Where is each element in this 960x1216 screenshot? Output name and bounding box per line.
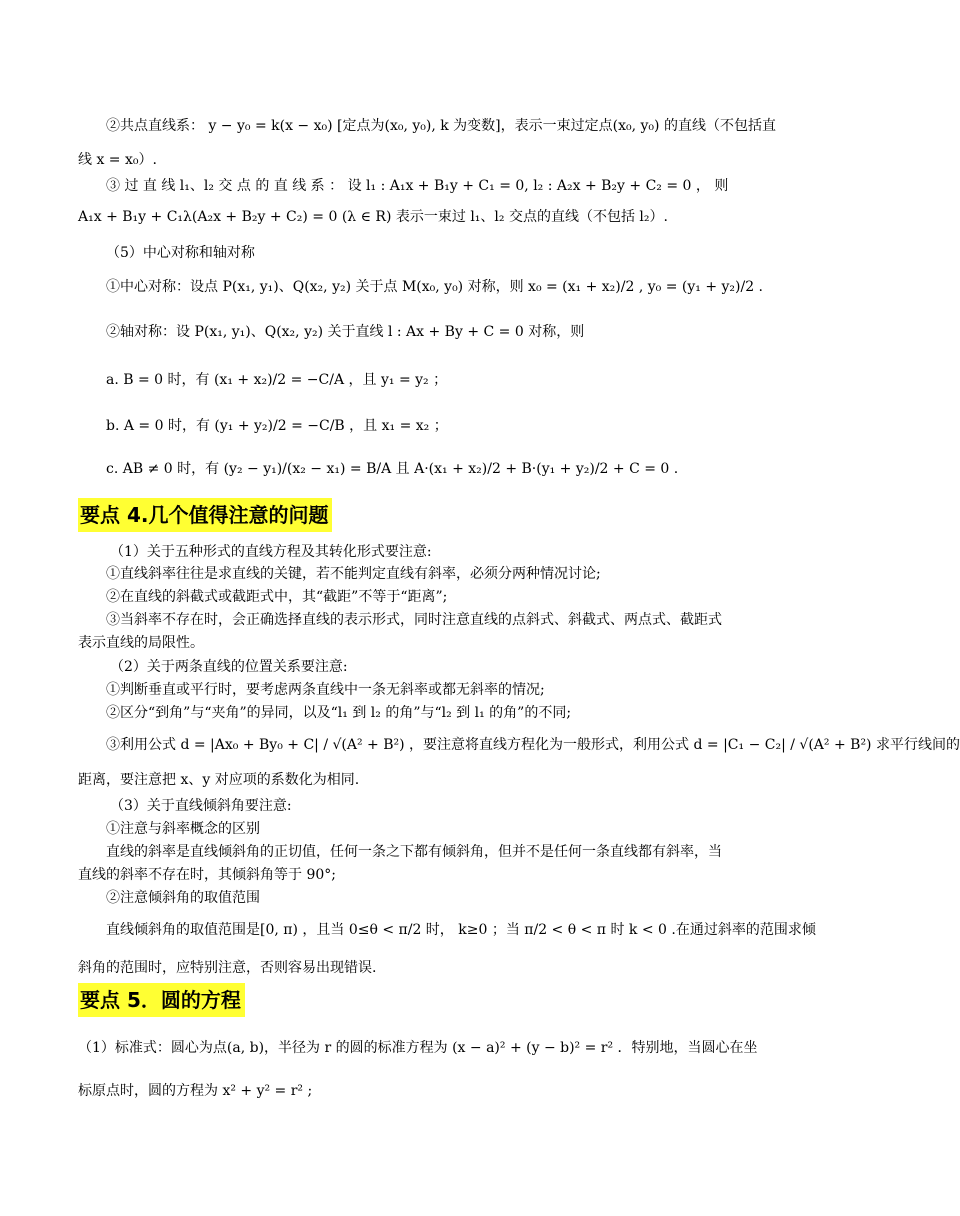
- case-b: b. A = 0 时，有 (y₁ + y₂)/2 = −C/B ，且 x₁ = x₂ ；: [106, 418, 448, 434]
- para-3-4: 直线的斜率不存在时，其倾斜角等于 90°;: [78, 867, 336, 883]
- para-2-4: ③利用公式 d = |Ax₀ + By₀ + C| / √(A² + B²) ，要注意将直线方程化为一般形式，利用公式 d = |C₁ − C₂| / √(A² + B²) 求平行线间的: [106, 737, 960, 753]
- para-3-1: （3）关于直线倾斜角要注意:: [110, 798, 292, 814]
- circle-standard-form: （1）标准式：圆心为点(a, b)，半径为 r 的圆的标准方程为 (x − a)² + (y − b)² = r² ．特别地，当圆心在坐: [78, 1040, 758, 1056]
- section-heading-5: 要点 5．圆的方程: [78, 983, 245, 1017]
- line-intersection-family-eq: A₁x + B₁y + C₁λ(A₂x + B₂y + C₂) = 0 (λ ∈ R) 表示一束过 l₁、l₂ 交点的直线（不包括 l₂）.: [78, 209, 668, 225]
- para-2-3: ②区分“到角”与“夹角”的异同，以及“l₁ 到 l₂ 的角”与“l₂ 到 l₁ 的角”的不同;: [106, 705, 572, 721]
- para-3-2: ①注意与斜率概念的区别: [106, 821, 260, 837]
- line-common-point-family-cont: 线 x = x₀）.: [78, 152, 157, 168]
- para-3-7: 斜角的范围时，应特别注意，否则容易出现错误.: [78, 960, 377, 976]
- case-c: c. AB ≠ 0 时，有 (y₂ − y₁)/(x₂ − x₁) = B/A 且 A·(x₁ + x₂)/2 + B·(y₁ + y₂)/2 + C = 0 .: [106, 461, 679, 477]
- para-2-1: （2）关于两条直线的位置关系要注意:: [110, 659, 348, 675]
- para-3-5: ②注意倾斜角的取值范围: [106, 890, 260, 906]
- para-1-4: ③当斜率不存在时，会正确选择直线的表示形式，同时注意直线的点斜式、斜截式、两点式、截距式: [106, 612, 722, 628]
- line-axial-symmetry: ②轴对称：设 P(x₁, y₁)、Q(x₂, y₂) 关于直线 l : Ax + By + C = 0 对称，则: [106, 324, 585, 340]
- subheading-symmetry: （5）中心对称和轴对称: [106, 245, 255, 261]
- para-3-3: 直线的斜率是直线倾斜角的正切值，任何一条之下都有倾斜角，但并不是任何一条直线都有斜率，当: [106, 844, 722, 860]
- para-2-2: ①判断垂直或平行时，要考虑两条直线中一条无斜率或都无斜率的情况;: [106, 682, 545, 698]
- para-1-5: 表示直线的局限性。: [78, 635, 204, 651]
- line-intersection-family: ③ 过 直 线 l₁、l₂ 交 点 的 直 线 系 ： 设 l₁ : A₁x + B₁y + C₁ = 0, l₂ : A₂x + B₂y + C₂ = 0 ， 则: [106, 178, 729, 194]
- circle-origin-form: 标原点时，圆的方程为 x² + y² = r² ;: [78, 1083, 313, 1099]
- para-1-3: ②在直线的斜截式或截距式中，其“截距”不等于“距离”;: [106, 589, 448, 605]
- case-a: a. B = 0 时，有 (x₁ + x₂)/2 = −C/A ，且 y₁ = y₂ ；: [106, 372, 448, 388]
- para-1-1: （1）关于五种形式的直线方程及其转化形式要注意:: [110, 544, 432, 560]
- line-central-symmetry: ①中心对称：设点 P(x₁, y₁)、Q(x₂, y₂) 关于点 M(x₀, y₀) 对称，则 x₀ = (x₁ + x₂)/2 , y₀ = (y₁ + y₂)/2 .: [106, 279, 764, 295]
- para-1-2: ①直线斜率往往是求直线的关键，若不能判定直线有斜率，必须分两种情况讨论;: [106, 566, 601, 582]
- para-3-6: 直线倾斜角的取值范围是[0, π) ，且当 0≤θ < π/2 时， k≥0 ；当 π/2 < θ < π 时 k < 0 .在通过斜率的范围求倾: [106, 922, 816, 938]
- para-2-5: 距离，要注意把 x、y 对应项的系数化为相同.: [78, 772, 360, 788]
- line-common-point-family: ②共点直线系： y − y₀ = k(x − x₀) [定点为(x₀, y₀), k 为变数]，表示一束过定点(x₀, y₀) 的直线（不包括直: [106, 118, 776, 134]
- section-heading-4: 要点 4.几个值得注意的问题: [78, 498, 332, 532]
